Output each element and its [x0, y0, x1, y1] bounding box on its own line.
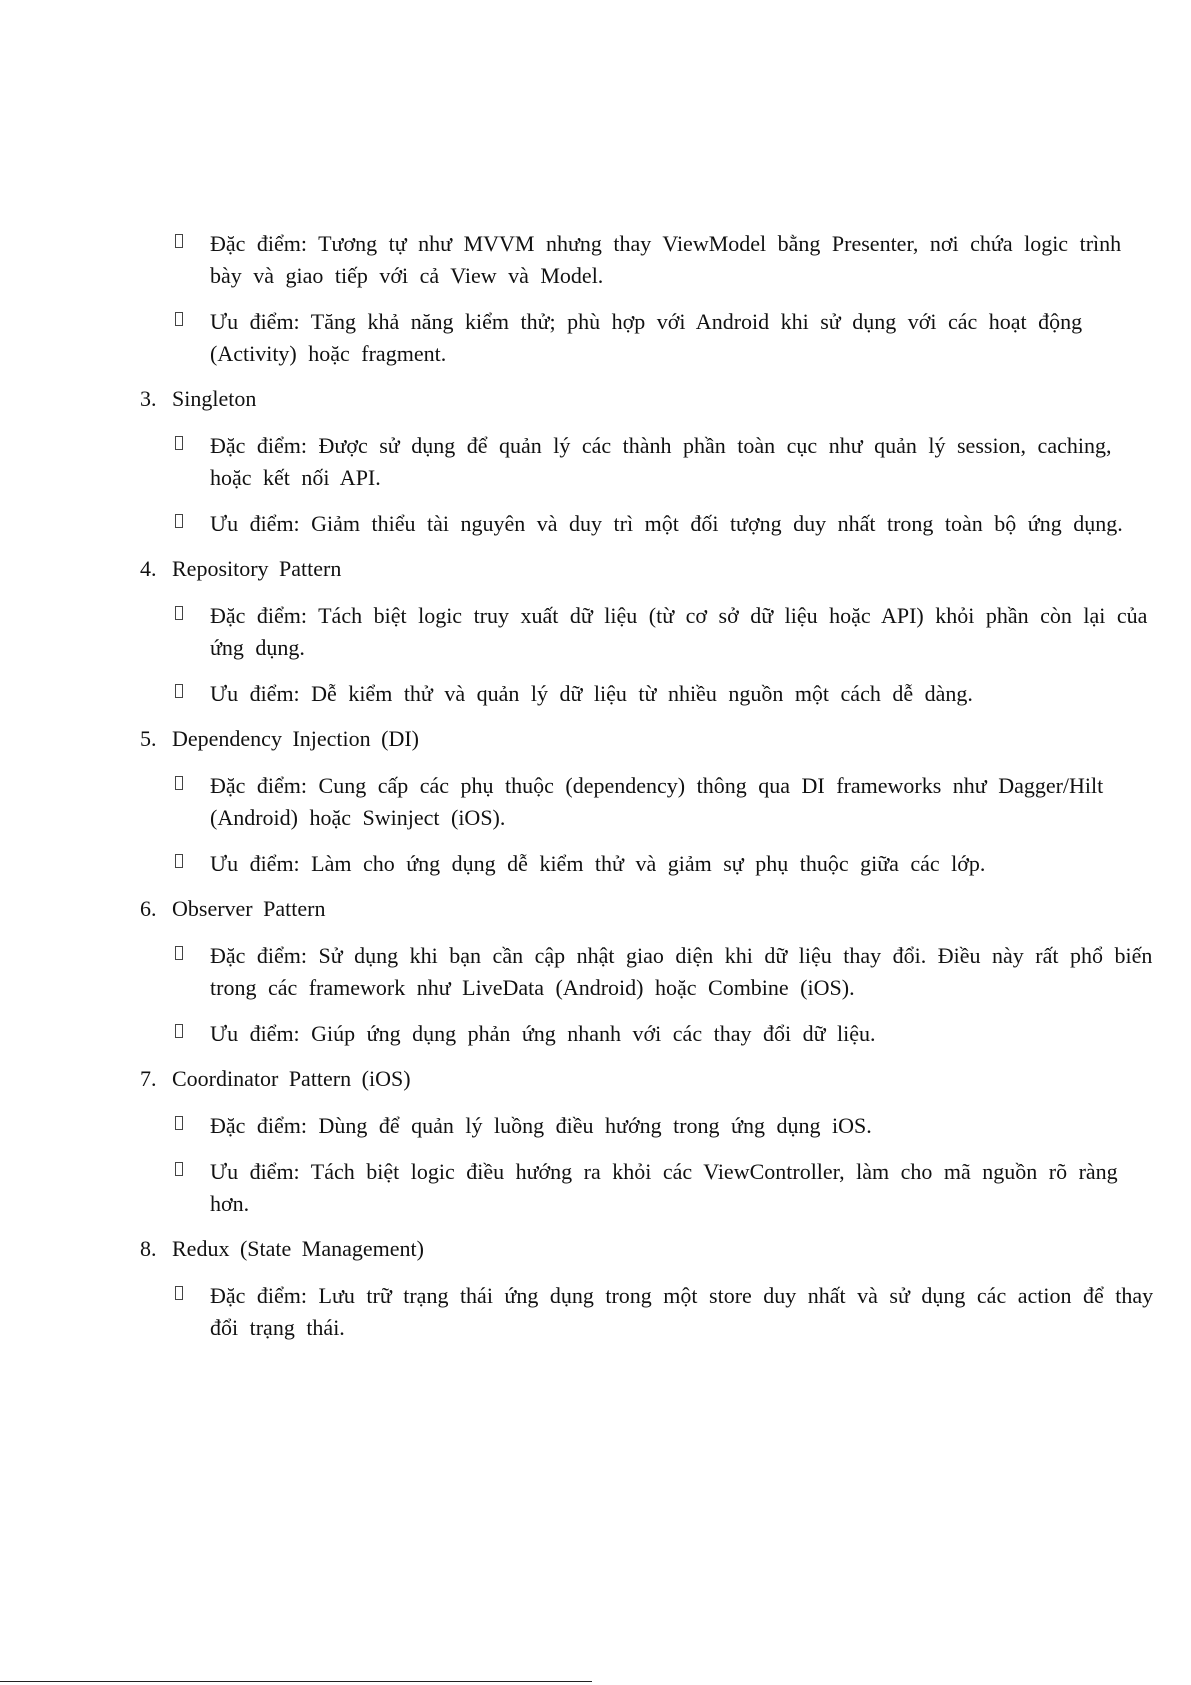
section-title: Singleton — [172, 386, 257, 411]
bullet-glyph-icon — [175, 312, 183, 326]
section-number: 4. — [140, 556, 157, 581]
section-heading — [140, 554, 1191, 584]
document-content — [0, 228, 1191, 1358]
bullet-text: Đặc điểm: Cung cấp các phụ thuộc (dependency) thông qua DI frameworks như Dagger/Hilt (Android) hoặc Swinject (iOS). — [210, 773, 1104, 830]
bullet-item — [210, 228, 1160, 292]
section-number: 8. — [140, 1236, 157, 1261]
bullet-item — [210, 1156, 1160, 1220]
bullet-text: Đặc điểm: Sử dụng khi bạn cần cập nhật giao diện khi dữ liệu thay đổi. Điều này rất phổ biến trong các framework như LiveData (Android) hoặc Combine (iOS). — [210, 943, 1153, 1000]
bullet-item — [210, 306, 1160, 370]
bullet-item — [210, 848, 1160, 880]
section-heading — [140, 1234, 1191, 1264]
bullet-glyph-icon — [175, 1116, 183, 1130]
bullet-text: Ưu điểm: Giúp ứng dụng phản ứng nhanh với các thay đổi dữ liệu. — [210, 1021, 876, 1046]
bullet-item — [210, 508, 1160, 540]
bullet-item — [210, 1280, 1160, 1344]
section-number: 7. — [140, 1066, 157, 1091]
bullet-glyph-icon — [175, 776, 183, 790]
section-number: 3. — [140, 386, 157, 411]
bullet-text: Đặc điểm: Dùng để quản lý luồng điều hướng trong ứng dụng iOS. — [210, 1113, 872, 1138]
bullet-text: Đặc điểm: Tách biệt logic truy xuất dữ liệu (từ cơ sở dữ liệu hoặc API) khỏi phần còn lại của ứng dụng. — [210, 603, 1148, 660]
bullet-glyph-icon — [175, 514, 183, 528]
section-heading — [140, 894, 1191, 924]
bullet-glyph-icon — [175, 606, 183, 620]
bullet-item — [210, 1110, 1160, 1142]
bullet-glyph-icon — [175, 1024, 183, 1038]
bullet-item — [210, 600, 1160, 664]
bullet-text: Đặc điểm: Tương tự như MVVM nhưng thay ViewModel bằng Presenter, nơi chứa logic trình bày và giao tiếp với cả View và Model. — [210, 231, 1122, 288]
footer-divider — [0, 1681, 592, 1682]
bullet-text: Ưu điểm: Tăng khả năng kiểm thử; phù hợp với Android khi sử dụng với các hoạt động (Activity) hoặc fragment. — [210, 309, 1083, 366]
bullet-glyph-icon — [175, 436, 183, 450]
bullet-item — [210, 770, 1160, 834]
bullet-item — [210, 678, 1160, 710]
section-title: Observer Pattern — [172, 896, 326, 921]
section-title: Repository Pattern — [172, 556, 342, 581]
section-number: 6. — [140, 896, 157, 921]
bullet-item — [210, 940, 1160, 1004]
bullet-text: Ưu điểm: Giảm thiểu tài nguyên và duy trì một đối tượng duy nhất trong toàn bộ ứng dụng. — [210, 511, 1123, 536]
bullet-glyph-icon — [175, 684, 183, 698]
section-heading — [140, 384, 1191, 414]
bullet-glyph-icon — [175, 946, 183, 960]
bullet-text: Ưu điểm: Dễ kiểm thử và quản lý dữ liệu từ nhiều nguồn một cách dễ dàng. — [210, 681, 973, 706]
bullet-text: Ưu điểm: Tách biệt logic điều hướng ra khỏi các ViewController, làm cho mã nguồn rõ ràng hơn. — [210, 1159, 1118, 1216]
bullet-item — [210, 1018, 1160, 1050]
section-title: Redux (State Management) — [172, 1236, 424, 1261]
bullet-text: Đặc điểm: Được sử dụng để quản lý các thành phần toàn cục như quản lý session, caching, hoặc kết nối API. — [210, 433, 1112, 490]
section-heading — [140, 1064, 1191, 1094]
bullet-text: Ưu điểm: Làm cho ứng dụng dễ kiểm thử và giảm sự phụ thuộc giữa các lớp. — [210, 851, 986, 876]
section-heading — [140, 724, 1191, 754]
bullet-glyph-icon — [175, 1286, 183, 1300]
bullet-item — [210, 430, 1160, 494]
section-title: Dependency Injection (DI) — [172, 726, 420, 751]
section-number: 5. — [140, 726, 157, 751]
bullet-glyph-icon — [175, 854, 183, 868]
bullet-text: Đặc điểm: Lưu trữ trạng thái ứng dụng trong một store duy nhất và sử dụng các action để thay đổi trạng thái. — [210, 1283, 1154, 1340]
section-title: Coordinator Pattern (iOS) — [172, 1066, 411, 1091]
bullet-glyph-icon — [175, 234, 183, 248]
bullet-glyph-icon — [175, 1162, 183, 1176]
